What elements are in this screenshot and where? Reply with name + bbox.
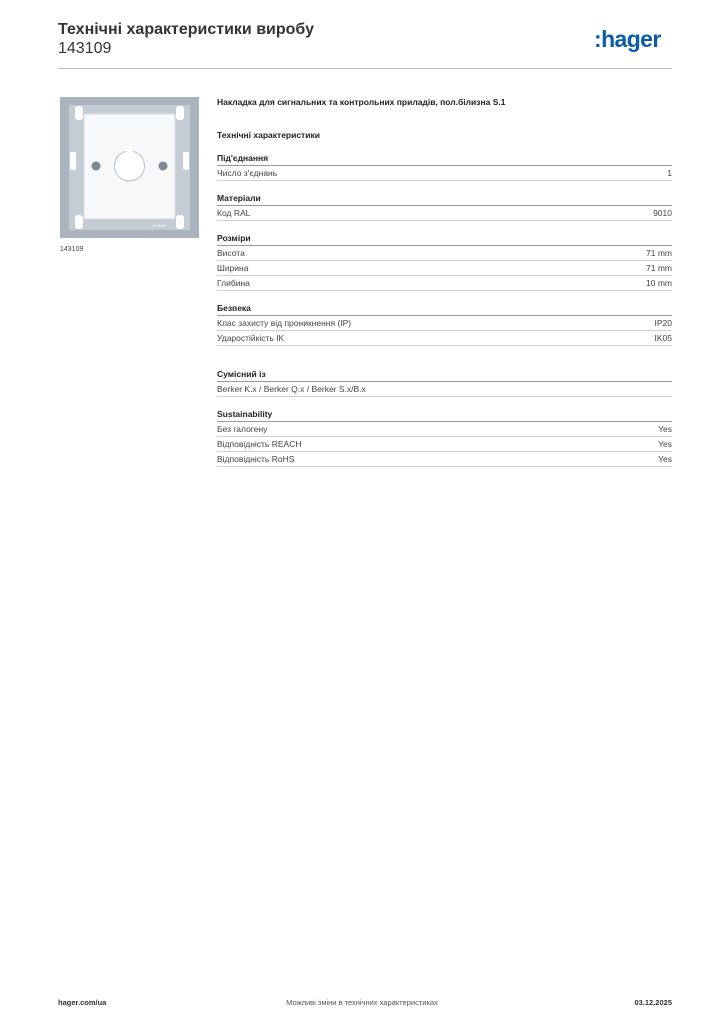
spec-label: Код RAL — [217, 208, 251, 218]
spec-label: Число з'єднань — [217, 168, 278, 178]
spec-row — [217, 316, 672, 331]
spec-value: 1 — [667, 168, 672, 178]
spec-row — [217, 437, 672, 452]
section-materials — [217, 192, 672, 221]
product-name: Накладка для сигнальних та контрольних приладів, пол.білизна S.1 — [217, 97, 506, 107]
section-title: Матеріали — [217, 192, 672, 206]
spec-value: IK05 — [654, 333, 672, 343]
spec-label: Ширина — [217, 263, 249, 273]
spec-value: 9010 — [653, 208, 672, 218]
screw-icon — [159, 162, 168, 171]
section-dimensions — [217, 232, 672, 291]
section-sustainability — [217, 408, 672, 467]
page-title: Технічні характеристики виробу — [58, 21, 314, 38]
spec-label: Відповідність RoHS — [217, 454, 295, 464]
spec-row — [217, 452, 672, 467]
section-title: Безпека — [217, 302, 672, 316]
spec-value: Yes — [658, 454, 672, 464]
spec-label: Клас захисту від проникнення (IP) — [217, 318, 352, 328]
image-caption: 143109 — [60, 246, 84, 253]
spec-row — [217, 276, 672, 291]
footer-website[interactable]: hager.com/ua — [58, 998, 107, 1007]
spec-row — [217, 382, 672, 397]
footer-note: Можливі зміни в технічних характеристиках — [286, 998, 438, 1007]
logo-text: hager — [601, 26, 661, 52]
spec-label: Відповідність REACH — [217, 439, 302, 449]
mount-slot-icon — [75, 106, 83, 120]
spec-row — [217, 246, 672, 261]
spec-value: 71 mm — [646, 263, 672, 273]
mount-slot-icon — [176, 106, 184, 120]
hager-logo — [594, 28, 661, 51]
spec-content — [217, 96, 672, 467]
spec-label: Глибина — [217, 278, 250, 288]
section-connection — [217, 152, 672, 181]
header-divider — [58, 68, 672, 69]
spec-row — [217, 166, 672, 181]
spec-label: Ударостійкість IK — [217, 333, 285, 343]
aperture-notch-icon — [126, 148, 133, 154]
spec-row — [217, 261, 672, 276]
footer-date: 03.12.2025 — [634, 998, 672, 1007]
section-safety — [217, 302, 672, 346]
section-compatible — [217, 368, 672, 397]
mount-slot-icon — [176, 215, 184, 229]
screw-icon — [92, 162, 101, 171]
spec-row — [217, 331, 672, 346]
section-title: Розміри — [217, 232, 672, 246]
product-code: 143109 — [58, 40, 112, 57]
spec-label: Без галогену — [217, 424, 268, 434]
spec-row — [217, 422, 672, 437]
side-slot-icon — [70, 152, 76, 170]
spec-value: 71 mm — [646, 248, 672, 258]
section-title: Sustainability — [217, 408, 672, 422]
product-image — [60, 97, 199, 238]
logo-dots-icon: : — [594, 26, 602, 52]
side-slot-icon — [183, 152, 189, 170]
section-title: Під'єднання — [217, 152, 672, 166]
mount-slot-icon — [75, 215, 83, 229]
spec-row — [217, 206, 672, 221]
section-title: Сумісний із — [217, 368, 672, 382]
plate-stamp: 143109 — [152, 223, 166, 228]
spec-value: Yes — [658, 424, 672, 434]
spec-label: Висота — [217, 248, 245, 258]
spec-value: Yes — [658, 439, 672, 449]
spec-value: 10 mm — [646, 278, 672, 288]
spec-value: IP20 — [654, 318, 672, 328]
aperture-icon — [115, 151, 145, 181]
spec-label: Berker K.x / Berker Q.x / Berker S.x/B.x — [217, 384, 366, 394]
spec-title: Технічні характеристики — [217, 130, 320, 140]
